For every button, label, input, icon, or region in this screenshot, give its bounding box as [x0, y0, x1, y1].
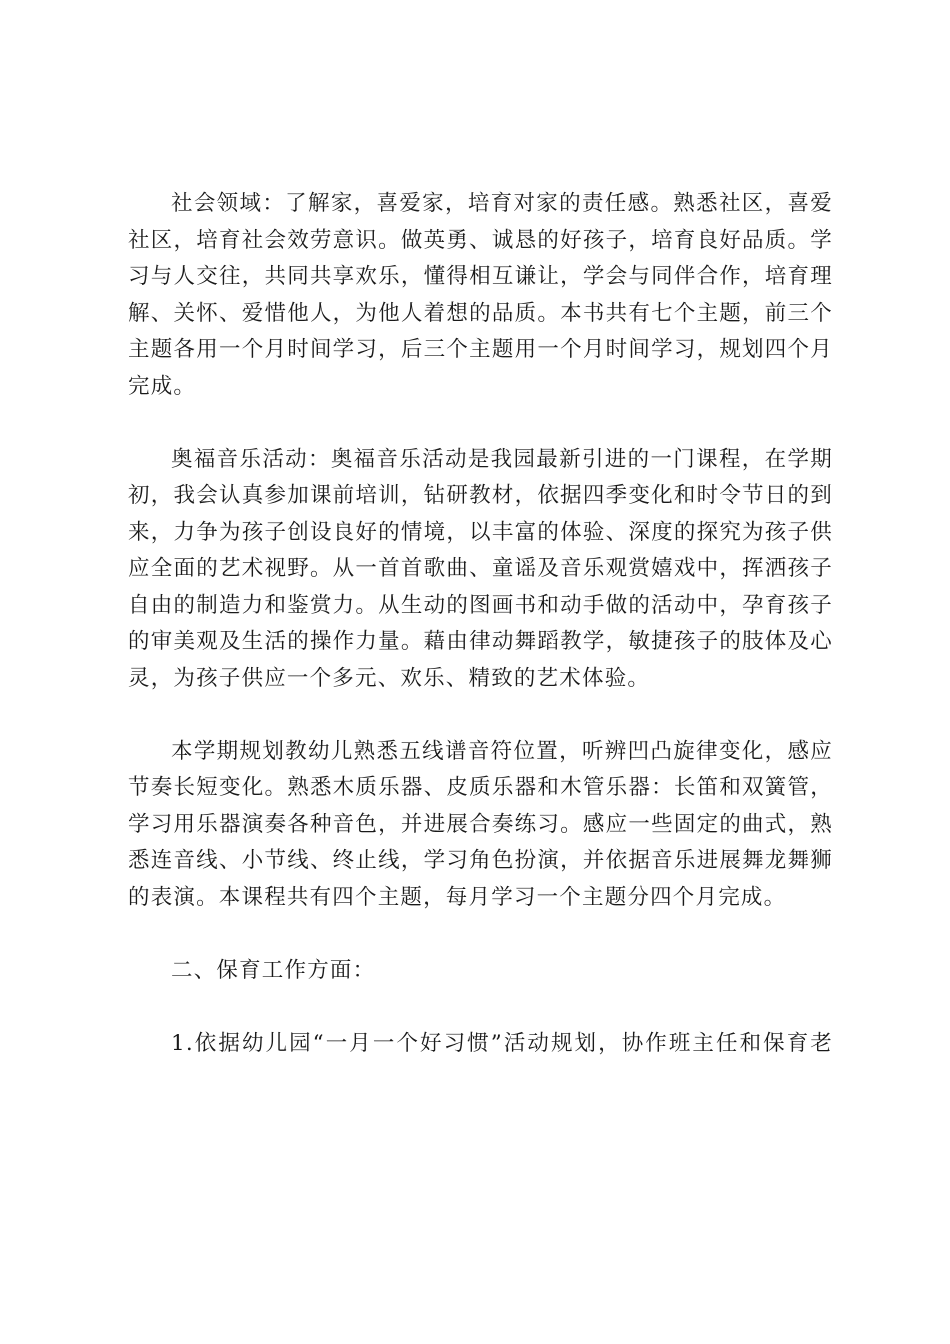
document-body: [128, 186, 833, 1062]
text-line: 节奏长短变化。熟悉木质乐器、皮质乐器和木管乐器：长笛和双簧管，: [128, 775, 833, 800]
paragraph-semester-plan: [128, 734, 833, 917]
paragraph-social-domain: [128, 186, 833, 405]
text-line: 完成。: [128, 373, 197, 399]
text-line: 习与人交往，共同共享欢乐，懂得相互谦让，学会与同伴合作，培育理: [128, 264, 833, 289]
paragraph-spacer: [128, 405, 833, 442]
paragraph-spacer: [128, 697, 833, 734]
text-line: 社会领域：了解家，喜爱家，培育对家的责任感。熟悉社区，喜爱: [171, 191, 833, 216]
text-line: 来，力争为孩子创设良好的情境，以丰富的体验、深度的探究为孩子供: [128, 519, 833, 545]
text-line: 的表演。本课程共有四个主题，每月学习一个主题分四个月完成。: [128, 884, 787, 910]
paragraph-orff-music: [128, 442, 833, 698]
text-line: 1.依据幼儿园“一月一个好习惯”活动规划，协作班主任和保育老: [171, 1030, 833, 1056]
text-line: 社区，培育社会效劳意识。做英勇、诚恳的好孩子，培育良好品质。学: [128, 227, 833, 253]
text-line: 学习用乐器演奏各种音色，并进展合奏练习。感应一些固定的曲式，熟: [128, 811, 833, 837]
text-line: 应全面的艺术视野。从一首首歌曲、童谣及音乐观赏嬉戏中，挥洒孩子: [128, 556, 833, 581]
text-line: 本学期规划教幼儿熟悉五线谱音符位置，听辨凹凸旋律变化，感应: [171, 738, 833, 764]
text-line: 自由的制造力和鉴赏力。从生动的图画书和动手做的活动中，孕育孩子: [128, 592, 833, 618]
text-line: 悉连音线、小节线、终止线，学习角色扮演，并依据音乐进展舞龙舞狮: [128, 848, 833, 873]
text-line: 初，我会认真参加课前培训，钻研教材，依据四季变化和时令节日的到: [128, 483, 833, 508]
text-line: 解、关怀、爱惜他人，为他人着想的品质。本书共有七个主题，前三个: [128, 300, 833, 326]
text-line: 奥福音乐活动：奥福音乐活动是我园最新引进的一门课程，在学期: [171, 446, 833, 472]
paragraph-spacer: [128, 989, 833, 1026]
text-line: 的审美观及生活的操作力量。藉由律动舞蹈教学，敏捷孩子的肢体及心: [128, 629, 833, 654]
section-heading-childcare: [128, 953, 833, 990]
paragraph-spacer: [128, 916, 833, 953]
section-heading: 二、保育工作方面：: [171, 957, 376, 983]
text-line: 灵，为孩子供应一个多元、欢乐、精致的艺术体验。: [128, 665, 651, 691]
text-line: 主题各用一个月时间学习，后三个主题用一个月时间学习，规划四个月: [128, 337, 833, 362]
paragraph-item-1: [128, 1026, 833, 1063]
